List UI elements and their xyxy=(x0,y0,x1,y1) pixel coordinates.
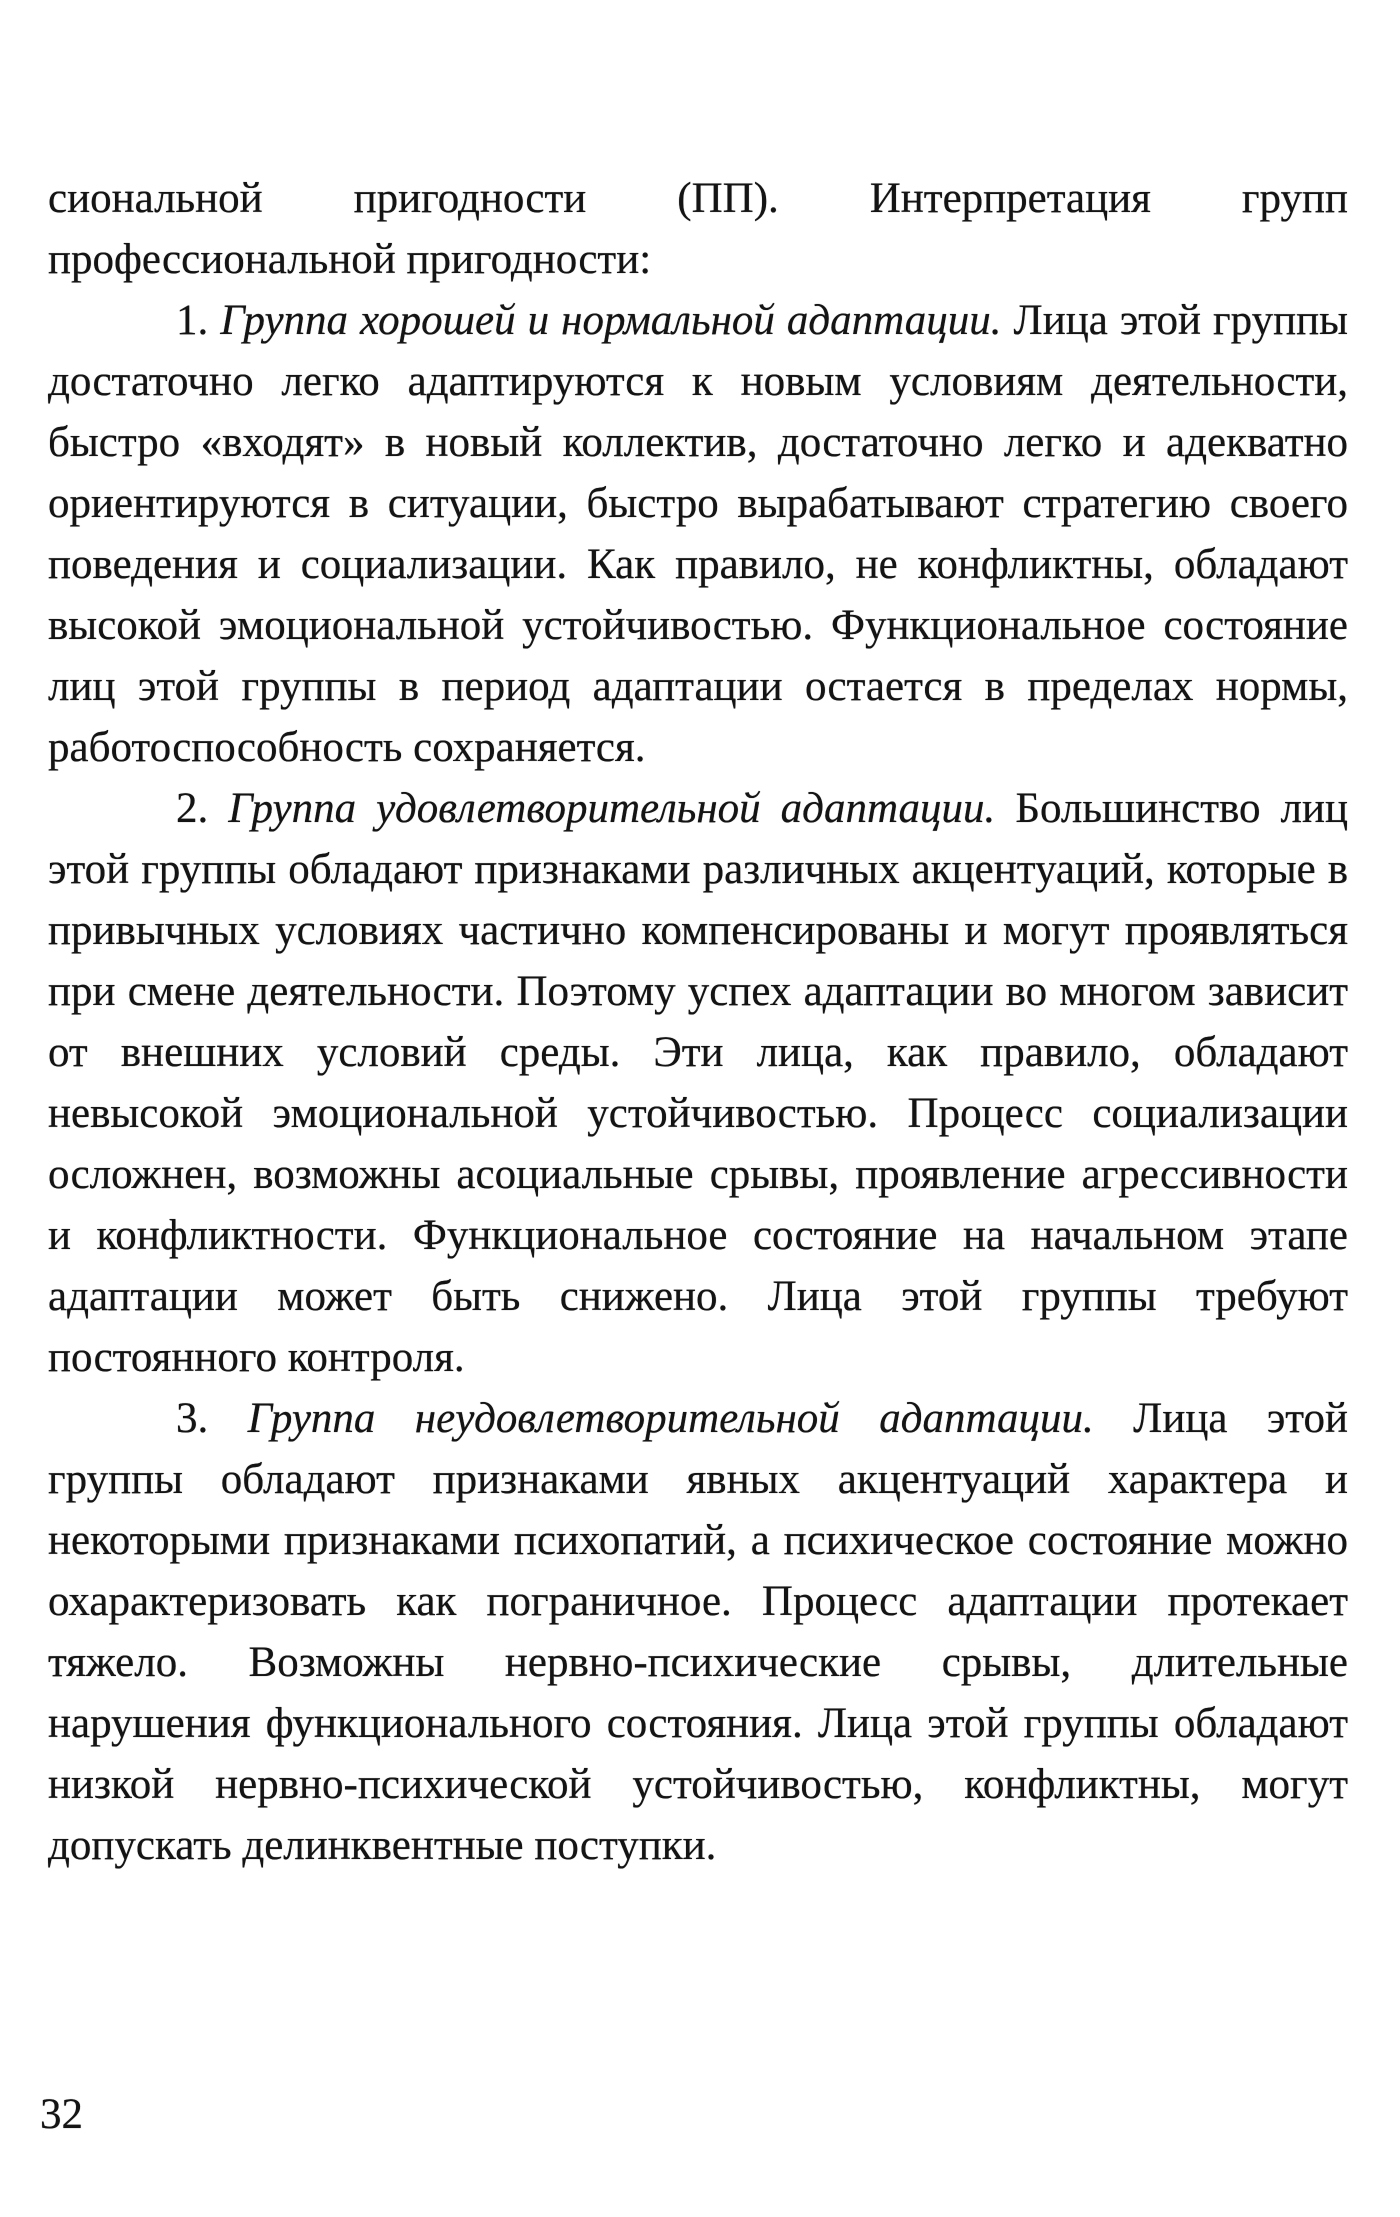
intro-paragraph xyxy=(48,168,1348,290)
intro-text: сиональной пригодности (ПП). Интерпретация групп профессиональной пригодности: xyxy=(48,175,1348,283)
item-number: 3. xyxy=(176,1395,209,1442)
item-heading: Группа неудовлетворительной адаптации. xyxy=(247,1395,1094,1442)
item-paragraph-1 xyxy=(48,290,1348,778)
item-heading: Группа удовлетворительной адаптации. xyxy=(228,785,996,832)
item-text: Лица этой группы обладают признаками явных акцентуаций характера и некоторыми признаками психопатий, а психическое состояние можно охарактеризовать как пограничное. Процесс адаптации протекает тяжело. Возможны нервно-психические срывы, длительные нарушения функционального состояния. Лица этой группы обладают низкой нервно-психической устойчивостью, конфликтны, могут допускать делинквентные поступки. xyxy=(48,1395,1349,1869)
item-paragraph-2 xyxy=(48,778,1348,1388)
item-number: 2. xyxy=(176,785,209,832)
item-text: Лица этой группы достаточно легко адаптируются к новым условиям деятельности, быстро «входят» в новый коллектив, достаточно легко и адекватно ориентируются в ситуации, быстро вырабатывают стратегию своего поведения и социализации. Как правило, не конфликтны, обладают высокой эмоциональной устойчивостью. Функциональное состояние лиц этой группы в период адаптации остается в пределах нормы, работоспособность сохраняется. xyxy=(48,297,1348,771)
page-number: 32 xyxy=(40,2091,83,2138)
item-number: 1. xyxy=(176,297,209,344)
item-paragraph-3 xyxy=(48,1388,1348,1876)
item-heading: Группа хорошей и нормальной адаптации. xyxy=(220,297,1002,344)
item-text: Большинство лиц этой группы обладают признаками различных акцентуаций, которые в привычных условиях частично компенсированы и могут проявляться при смене деятельности. Поэтому успех адаптации во многом зависит от внешних условий среды. Эти лица, как правило, обладают невысокой эмоциональной устойчивостью. Процесс социализации осложнен, возможны асоциальные срывы, проявление агрессивности и конфликтности. Функциональное состояние на начальном этапе адаптации может быть снижено. Лица этой группы требуют постоянного контроля. xyxy=(48,785,1349,1381)
page-body xyxy=(48,168,1348,2168)
